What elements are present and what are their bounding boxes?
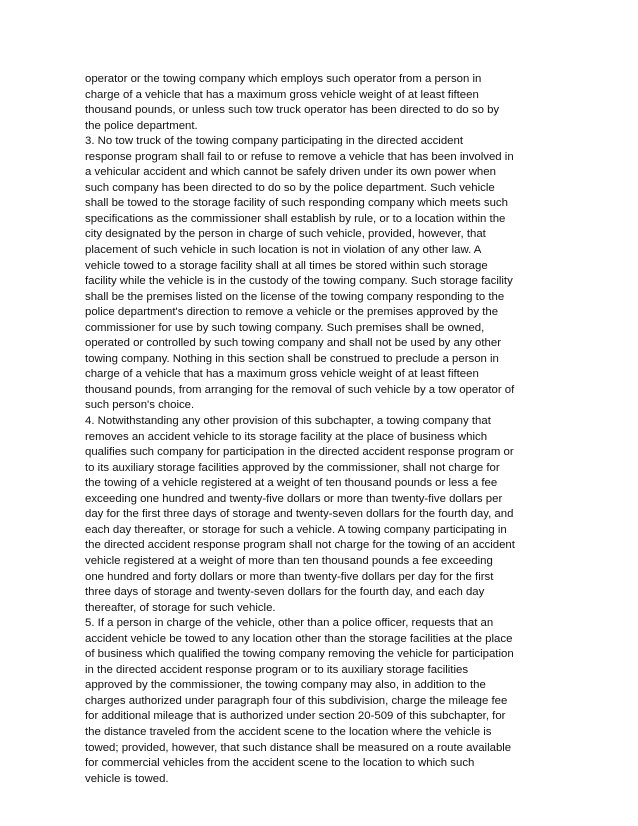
text-line: one hundred and forty dollars or more than twenty-five dollars per day for the first: [85, 570, 494, 583]
text-line: vehicle registered at a weight of more than ten thousand pounds a fee exceeding: [85, 554, 493, 567]
text-line: shall be the premises listed on the license of the towing company responding to the: [85, 290, 505, 303]
text-line: charges authorized under paragraph four of this subdivision, charge the mileage fee: [85, 694, 508, 707]
text-line: exceeding one hundred and twenty-five dollars or more than twenty-five dollars per: [85, 492, 503, 505]
text-line: the directed accident response program shall not charge for the towing of an accident: [85, 539, 515, 552]
text-line: such company has been directed to do so by the police department. Such vehicle: [85, 181, 495, 194]
text-line: charge of a vehicle that has a maximum gross vehicle weight of at least fifteen: [85, 88, 479, 101]
text-line: towing company. Nothing in this section shall be construed to preclude a person in: [85, 352, 499, 365]
text-line: the towing of a vehicle registered at a weight of ten thousand pounds or less a fee: [85, 477, 498, 490]
text-line: vehicle towed to a storage facility shall at all times be stored within such storage: [85, 259, 488, 272]
text-line: such person's choice.: [85, 399, 195, 412]
text-line: 4. Notwithstanding any other provision of this subchapter, a towing company that: [85, 415, 491, 428]
document-body: [85, 72, 563, 787]
text-line: approved by the commissioner, the towing company may also, in addition to the: [85, 679, 486, 692]
text-line: thereafter, of storage for such vehicle.: [85, 601, 276, 614]
text-line: qualifies such company for participation in the directed accident response program or: [85, 446, 514, 459]
text-line: accident vehicle be towed to any location other than the storage facilities at the place: [85, 632, 513, 645]
text-line: operator or the towing company which employs such operator from a person in: [85, 73, 482, 85]
text-line: for commercial vehicles from the accident scene to the location to which such: [85, 757, 475, 770]
text-line: in the directed accident response program or to its auxiliary storage facilities: [85, 663, 469, 676]
text-line: for additional mileage that is authorized under section 20-509 of this subchapter, for: [85, 710, 506, 723]
text-line: placement of such vehicle in such location is not in violation of any other law. A: [85, 244, 482, 257]
text-line: a vehicular accident and which cannot be safely driven under its own power when: [85, 166, 496, 179]
text-line: 3. No tow truck of the towing company participating in the directed accident: [85, 135, 463, 148]
text-line: the distance traveled from the accident scene to the location where the vehicle is: [85, 725, 492, 738]
text-line: charge of a vehicle that has a maximum gross vehicle weight of at least fifteen: [85, 368, 479, 381]
text-line: thousand pounds, from arranging for the removal of such vehicle by a tow operator of: [85, 383, 515, 396]
text-line: operated or controlled by such towing company and shall not be used by any other: [85, 337, 502, 350]
text-line: response program shall fail to or refuse to remove a vehicle that has been involved in: [85, 150, 514, 163]
text-line: to its auxiliary storage facilities approved by the commissioner, shall not charge for: [85, 461, 500, 474]
text-line: specifications as the commissioner shall establish by rule, or to a location within the: [85, 212, 506, 225]
text-line: shall be towed to the storage facility of such responding company which meets such: [85, 197, 508, 210]
text-line: thousand pounds, or unless such tow truck operator has been directed to do so by: [85, 104, 500, 117]
text-line: police department's direction to remove a vehicle or the premises approved by the: [85, 306, 499, 319]
text-line: vehicle is towed.: [85, 772, 169, 785]
text-line: 5. If a person in charge of the vehicle, other than a police officer, requests that an: [85, 617, 494, 630]
text-line: facility while the vehicle is in the custody of the towing company. Such storage facility: [85, 275, 513, 288]
text-line: commissioner for use by such towing company. Such premises shall be owned,: [85, 321, 485, 334]
text-line: each day thereafter, or storage for such a vehicle. A towing company participating in: [85, 523, 507, 536]
text-line: towed; provided, however, that such distance shall be measured on a route available: [85, 741, 512, 754]
text-line: city designated by the person in charge of such vehicle, provided, however, that: [85, 228, 486, 241]
text-line: three days of storage and twenty-seven dollars for the fourth day, and each day: [85, 586, 485, 599]
text-line: of business which qualified the towing company removing the vehicle for participation: [85, 648, 514, 661]
text-line: the police department.: [85, 119, 198, 132]
text-line: day for the first three days of storage and twenty-seven dollars for the fourth day, and: [85, 508, 514, 521]
text-line: removes an accident vehicle to its storage facility at the place of business which: [85, 430, 488, 443]
